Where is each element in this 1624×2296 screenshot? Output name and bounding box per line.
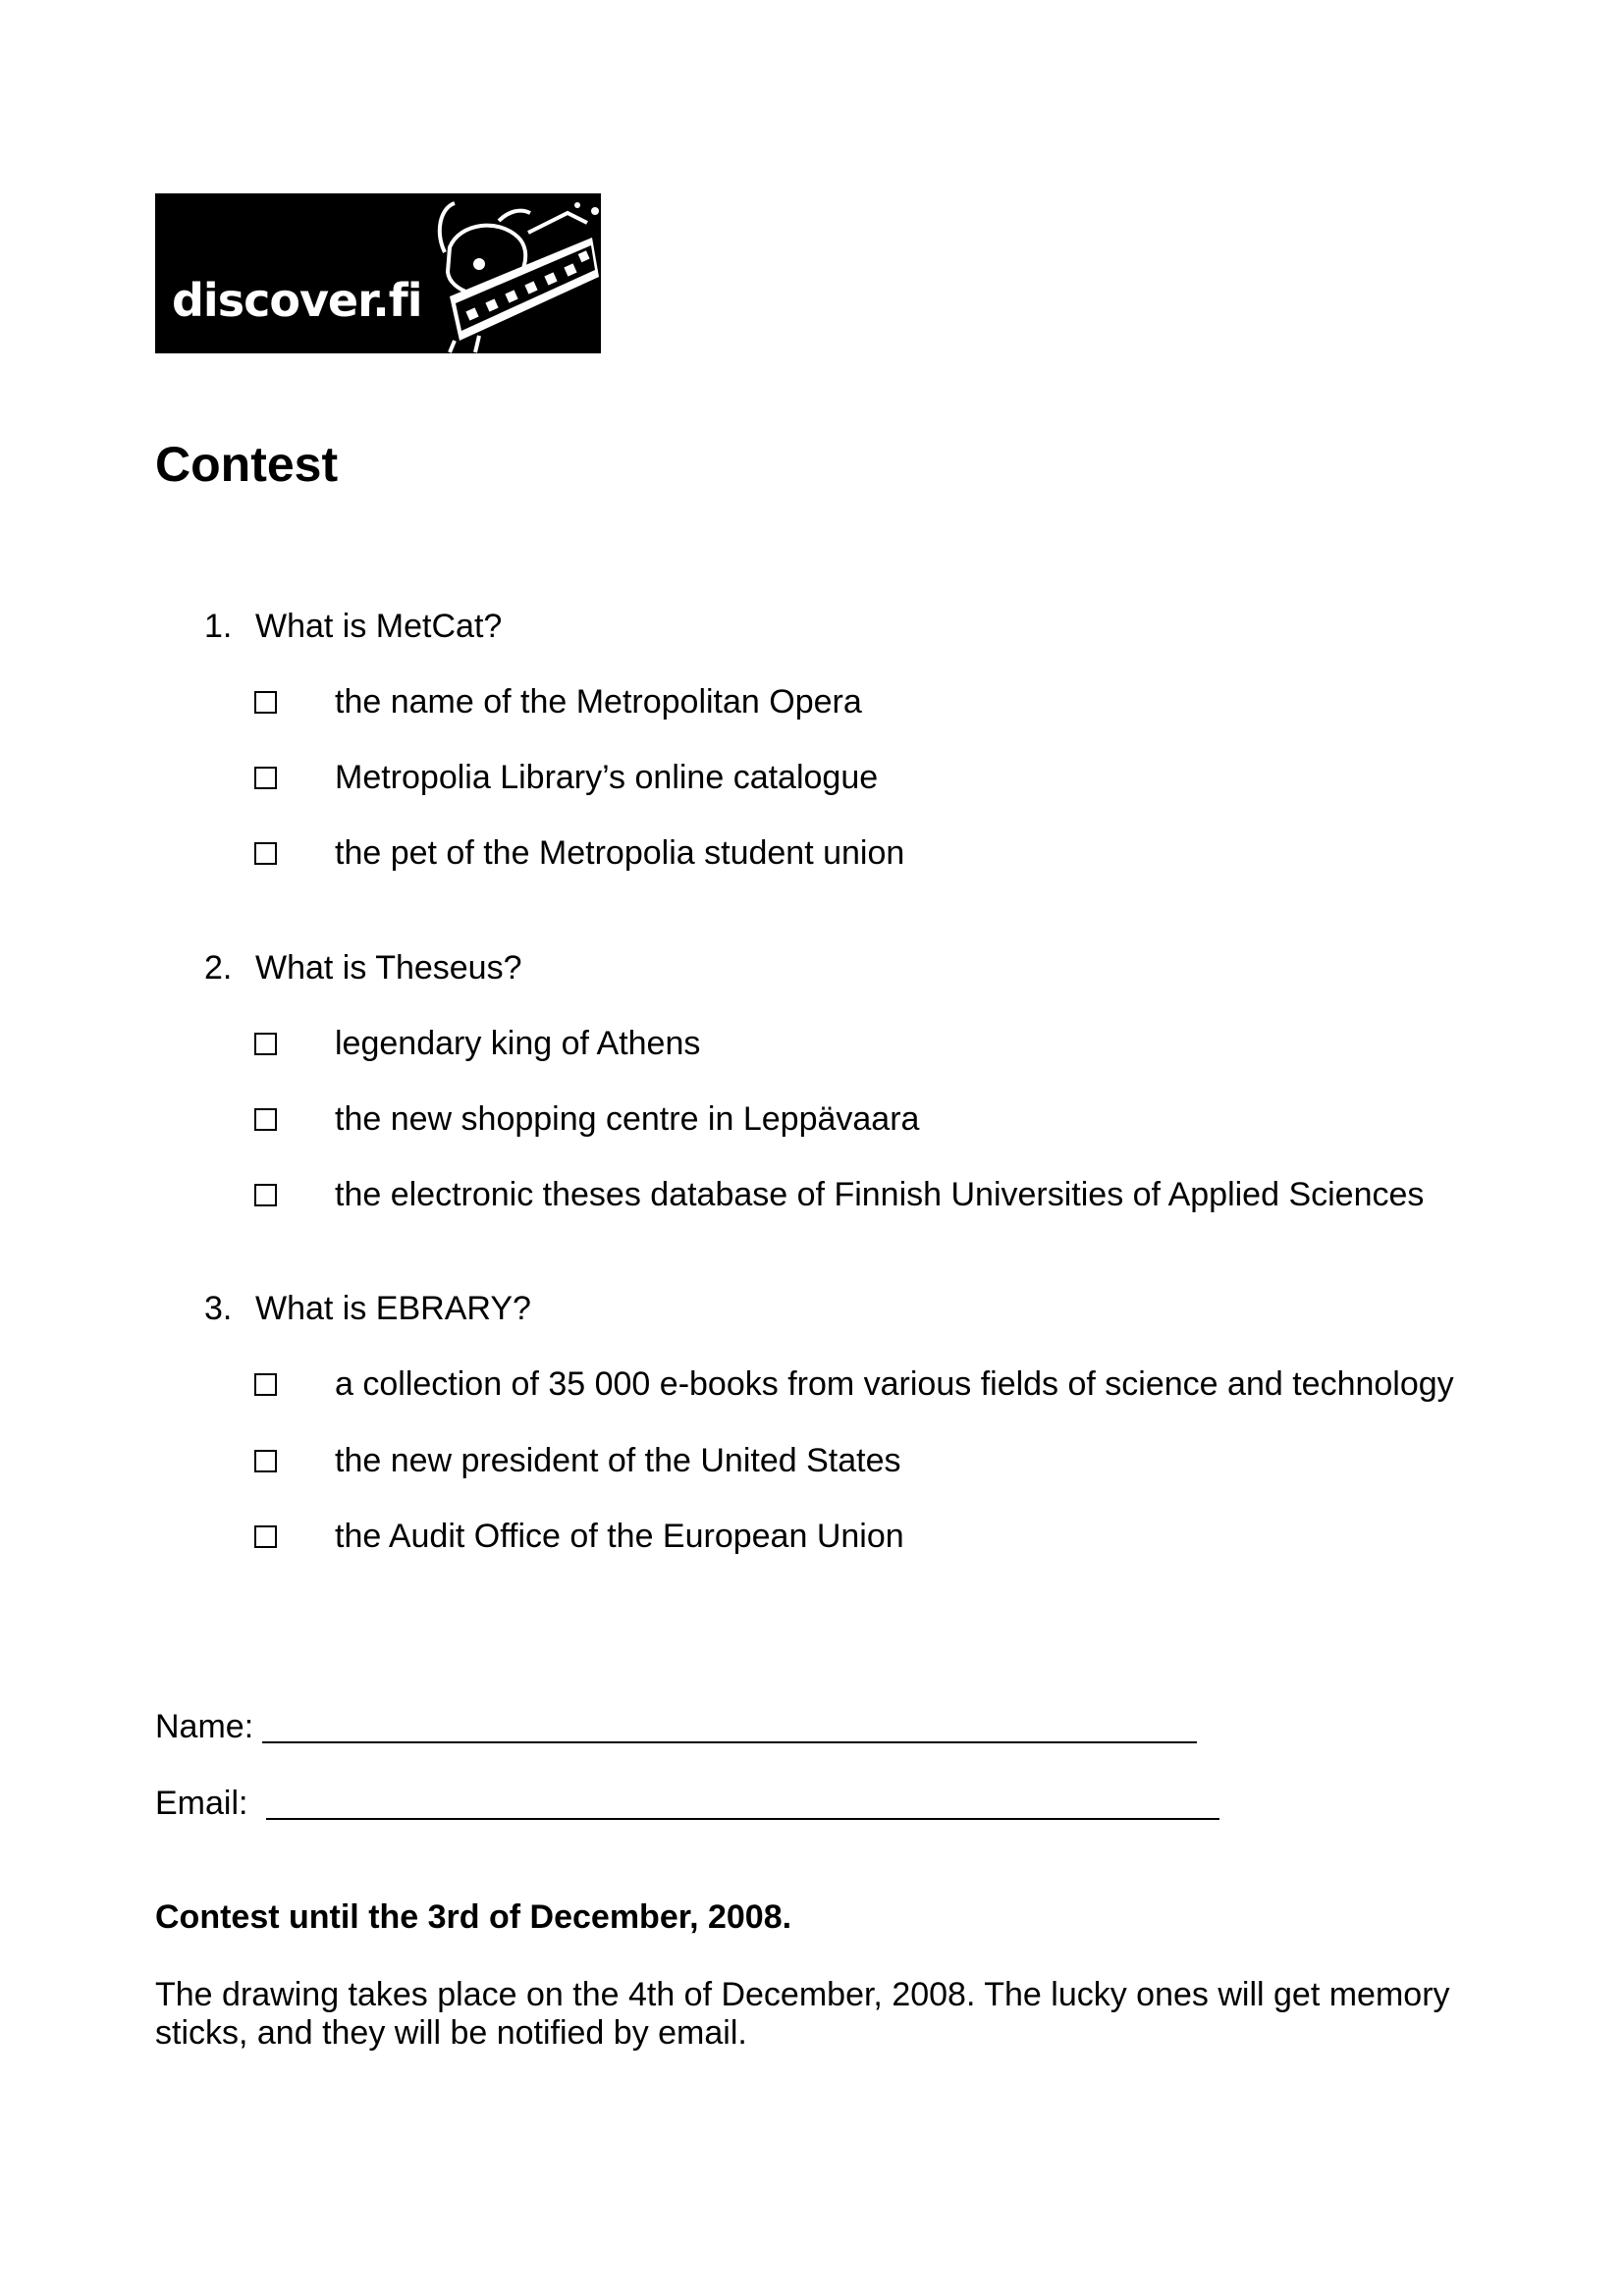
checkbox[interactable] <box>254 1108 277 1131</box>
question-text: What is EBRARY? <box>255 1290 531 1327</box>
checkbox[interactable] <box>254 1450 277 1472</box>
answer-option[interactable] <box>254 761 878 794</box>
name-field[interactable] <box>262 1741 1197 1743</box>
page-title: Contest <box>155 437 339 492</box>
drawing-info-text: The drawing takes place on the 4th of December, 2008. The lucky ones will get memory sticks, and they will be notified by email. <box>155 1976 1450 2052</box>
option-label: the new shopping centre in Leppävaara <box>335 1100 920 1138</box>
checkbox[interactable] <box>254 1184 277 1206</box>
logo-text: discover.fi <box>172 274 422 327</box>
checkbox[interactable] <box>254 842 277 865</box>
question-2 <box>204 951 522 985</box>
discover-fi-logo <box>155 193 601 353</box>
checkbox[interactable] <box>254 1525 277 1548</box>
email-label: Email: <box>155 1785 248 1822</box>
answer-option[interactable] <box>254 1444 900 1477</box>
answer-option[interactable] <box>254 836 904 870</box>
checkbox[interactable] <box>254 1033 277 1055</box>
option-label: Metropolia Library’s online catalogue <box>335 759 879 796</box>
option-label: legendary king of Athens <box>335 1025 701 1062</box>
question-number: 2. <box>204 949 233 987</box>
checkbox[interactable] <box>254 691 277 714</box>
option-label: the pet of the Metropolia student union <box>335 834 905 872</box>
question-3 <box>204 1292 531 1325</box>
option-label: the Audit Office of the European Union <box>335 1518 904 1555</box>
email-field[interactable] <box>266 1818 1219 1820</box>
question-1 <box>204 610 502 643</box>
answer-option[interactable] <box>254 1178 1424 1211</box>
question-text: What is MetCat? <box>255 608 503 645</box>
answer-option[interactable] <box>254 1520 904 1553</box>
answer-option[interactable] <box>254 1027 700 1060</box>
option-label: the new president of the United States <box>335 1442 901 1479</box>
name-label: Name: <box>155 1708 254 1745</box>
answer-option[interactable] <box>254 1367 1454 1401</box>
option-label: a collection of 35 000 e-books from various fields of science and technology <box>335 1365 1454 1403</box>
question-number: 1. <box>204 608 233 645</box>
question-text: What is Theseus? <box>255 949 522 987</box>
deadline-text: Contest until the 3rd of December, 2008. <box>155 1898 792 1936</box>
checkbox[interactable] <box>254 767 277 789</box>
answer-option[interactable] <box>254 685 862 719</box>
question-number: 3. <box>204 1290 233 1327</box>
answer-option[interactable] <box>254 1102 919 1136</box>
checkbox[interactable] <box>254 1373 277 1396</box>
option-label: the name of the Metropolitan Opera <box>335 683 862 721</box>
option-label: the electronic theses database of Finnish Universities of Applied Sciences <box>335 1176 1425 1213</box>
